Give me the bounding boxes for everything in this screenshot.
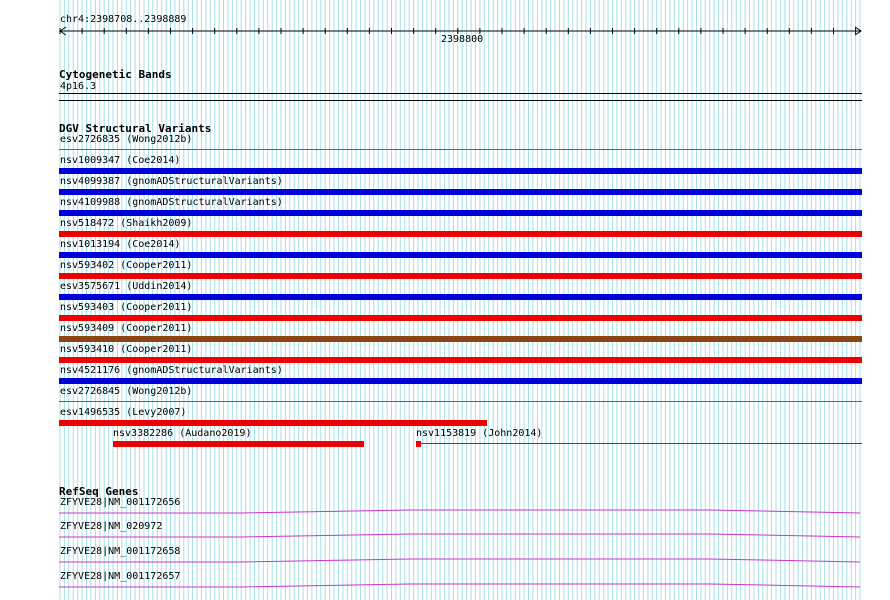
refseq-track-title: RefSeq Genes bbox=[59, 485, 139, 498]
dgv-feature-label[interactable]: nsv593402 (Cooper2011) bbox=[60, 260, 193, 271]
dgv-feature-label[interactable]: nsv3382286 (Audano2019) bbox=[113, 428, 252, 439]
dgv-feature-label[interactable]: nsv4099387 (gnomADStructuralVariants) bbox=[60, 176, 283, 187]
dgv-feature-label[interactable]: nsv593403 (Cooper2011) bbox=[60, 302, 193, 313]
refseq-gene-model[interactable] bbox=[0, 556, 890, 566]
ruler-range: chr4:2398708..2398889 bbox=[60, 14, 187, 25]
dgv-feature-label[interactable]: nsv593410 (Cooper2011) bbox=[60, 344, 193, 355]
refseq-gene-label[interactable]: ZFYVE28|NM_001172657 bbox=[60, 571, 181, 582]
cytoband-bar[interactable] bbox=[59, 93, 862, 94]
ruler-tick-label: 2398800 bbox=[441, 34, 484, 45]
refseq-gene-model[interactable] bbox=[0, 507, 890, 517]
refseq-gene-label[interactable]: ZFYVE28|NM_020972 bbox=[60, 521, 163, 532]
refseq-gene-label[interactable]: ZFYVE28|NM_001172656 bbox=[60, 497, 181, 508]
dgv-feature-bar[interactable] bbox=[59, 168, 862, 174]
dgv-feature-label[interactable]: nsv518472 (Shaikh2009) bbox=[60, 218, 193, 229]
dgv-feature-bar[interactable] bbox=[59, 149, 862, 150]
refseq-gene-model[interactable] bbox=[0, 531, 890, 541]
refseq-gene-model[interactable] bbox=[0, 581, 890, 591]
dgv-feature-bar[interactable] bbox=[59, 231, 862, 237]
dgv-feature-label[interactable]: esv2726845 (Wong2012b) bbox=[60, 386, 193, 397]
dgv-feature-bar[interactable] bbox=[59, 252, 862, 258]
dgv-feature-label[interactable]: nsv593409 (Cooper2011) bbox=[60, 323, 193, 334]
refseq-gene-label[interactable]: ZFYVE28|NM_001172658 bbox=[60, 546, 181, 557]
cytoband-label: 4p16.3 bbox=[60, 81, 97, 92]
dgv-feature-label[interactable]: nsv1153819 (John2014) bbox=[416, 428, 543, 439]
dgv-feature-label[interactable]: esv2726835 (Wong2012b) bbox=[60, 134, 193, 145]
dgv-feature-label[interactable]: nsv4109988 (gnomADStructuralVariants) bbox=[60, 197, 283, 208]
dgv-feature-bar[interactable] bbox=[59, 273, 862, 279]
dgv-track-title: DGV Structural Variants bbox=[59, 122, 212, 135]
dgv-feature-bar[interactable] bbox=[59, 294, 862, 300]
dgv-feature-label[interactable]: nsv4521176 (gnomADStructuralVariants) bbox=[60, 365, 283, 376]
dgv-feature-bar[interactable] bbox=[416, 441, 421, 447]
dgv-feature-label[interactable]: esv1496535 (Levy2007) bbox=[60, 407, 187, 418]
dgv-feature-bar[interactable] bbox=[59, 336, 862, 342]
dgv-feature-label[interactable]: nsv1013194 (Coe2014) bbox=[60, 239, 181, 250]
dgv-feature-label[interactable]: esv3575671 (Uddin2014) bbox=[60, 281, 193, 292]
dgv-feature-label[interactable]: nsv1009347 (Coe2014) bbox=[60, 155, 181, 166]
dgv-feature-connector bbox=[421, 443, 862, 444]
cytoband-track-title: Cytogenetic Bands bbox=[59, 68, 172, 81]
dgv-feature-bar[interactable] bbox=[59, 357, 862, 363]
dgv-feature-bar[interactable] bbox=[59, 189, 862, 195]
dgv-feature-bar[interactable] bbox=[59, 378, 862, 384]
dgv-feature-bar[interactable] bbox=[59, 315, 862, 321]
dgv-feature-bar[interactable] bbox=[113, 441, 364, 447]
dgv-feature-bar[interactable] bbox=[59, 210, 862, 216]
track-divider bbox=[59, 100, 862, 101]
dgv-feature-bar[interactable] bbox=[59, 420, 487, 426]
dgv-feature-bar[interactable] bbox=[59, 401, 862, 402]
